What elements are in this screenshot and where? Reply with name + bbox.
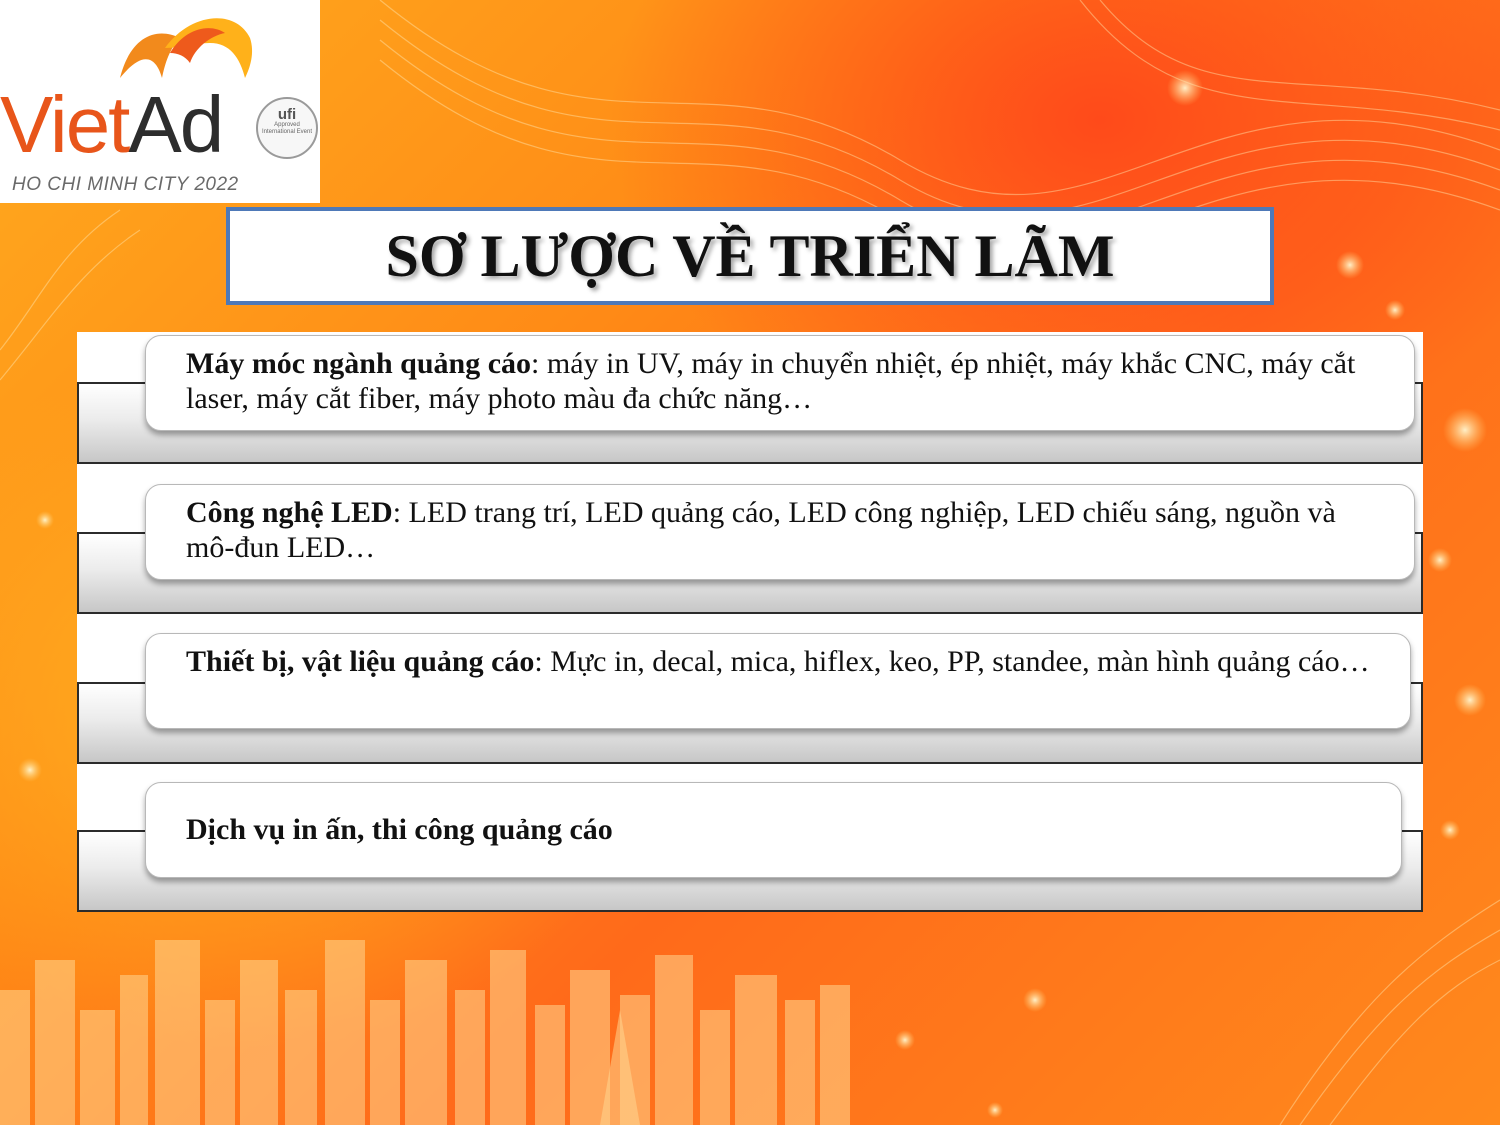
logo-wordmark [0,80,222,170]
list-item [145,633,1411,729]
item-heading: Máy móc ngành quảng cáo [186,347,532,380]
title-box [226,207,1274,305]
logo-swoosh-icon [110,8,260,83]
item-heading: Công nghệ LED [186,496,393,529]
list-item [145,782,1402,878]
item-text: : LED trang trí, LED quảng cáo, LED công nghiệp, LED chiếu sáng, nguồn và mô-đun LED… [186,496,1336,564]
ufi-badge [256,97,318,159]
logo-ad: Ad [128,80,223,169]
page-title: SƠ LƯỢC VỀ TRIỂN LÃM [385,222,1115,289]
list-item [145,484,1415,580]
content-panel [77,332,1423,914]
ufi-badge-caption: Approved International Event [261,122,313,135]
item-text: : máy in UV, máy in chuyển nhiệt, ép nhiệt, máy khắc CNC, máy cắt laser, máy cắt fiber, máy photo màu đa chức năng… [186,347,1356,415]
logo-viet: Viet [0,80,129,169]
vietad-logo [0,0,320,203]
item-heading: Thiết bị, vật liệu quảng cáo [186,645,535,678]
list-item [145,335,1415,431]
ufi-badge-label: ufi [277,106,297,123]
item-heading: Dịch vụ in ấn, thi công quảng cáo [186,813,613,846]
item-text: : Mực in, decal, mica, hiflex, keo, PP, standee, màn hình quảng cáo… [534,645,1370,678]
logo-city-year: HO CHI MINH CITY 2022 [12,174,239,195]
